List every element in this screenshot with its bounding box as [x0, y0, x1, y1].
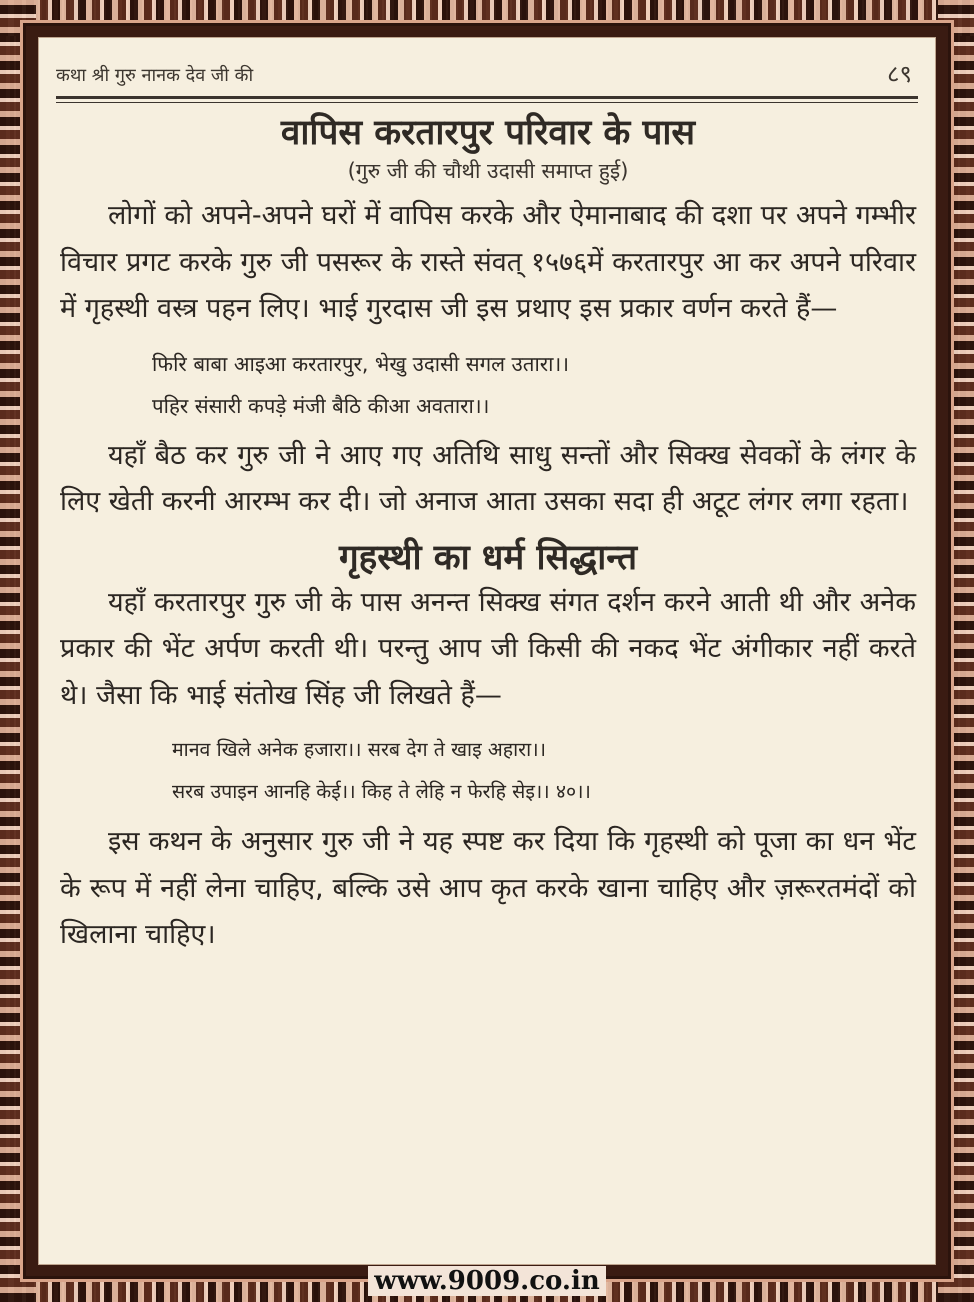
paragraph: यहाँ बैठ कर गुरु जी ने आए गए अतिथि साधु सन्तों और सिक्ख सेवकों के लंगर के लिए खेती करनी आरम्भ कर दी। जो अनाज आता उसका सदा ही अटूट लंगर लगा रहता। [60, 439, 916, 517]
book-page [38, 37, 936, 1265]
verse-line: फिरि बाबा आइआ करतारपुर, भेखु उदासी सगल उतारा।। [152, 351, 570, 376]
header-rule [56, 96, 918, 99]
page-header [56, 55, 918, 99]
header-rule-thin [56, 102, 918, 103]
paragraph: लोगों को अपने-अपने घरों में वापिस करके और ऐमानाबाद की दशा पर अपने गम्भीर विचार प्रगट करके गुरु जी पसरूर के रास्ते संवत् १५७६में करतारपुर आ कर अपने परिवार में गृहस्थी वस्त्र पहन लिए। भाई गुरदास जी इस प्रथाए इस प्रकार वर्णन करते हैं— [60, 200, 916, 324]
verse-line: मानव खिले अनेक हजारा।। सरब देग ते खाइ अहारा।। [172, 738, 546, 761]
page-number: ८९ [887, 60, 912, 88]
paragraph: यहाँ करतारपुर गुरु जी के पास अनन्त सिक्ख संगत दर्शन करने आती थी और अनेक प्रकार की भेंट अर्पण करती थी। परन्तु आप जी किसी की नकद भेंट अंगीकार नहीं करते थे। जैसा कि भाई संतोख सिंह जी लिखते हैं— [60, 586, 916, 711]
website-url: www.9009.co.in [368, 1266, 606, 1296]
running-head: कथा श्री गुरु नानक देव जी की [56, 65, 254, 86]
section-subtitle: (गुरु जी की चौथी उदासी समाप्त हुई) [347, 159, 629, 183]
section-title: वापिस करतारपुर परिवार के पास [280, 113, 696, 153]
verse-block [172, 729, 916, 813]
section-title: गृहस्थी का धर्म सिद्धान्त [338, 537, 638, 578]
verse-line: पहिर संसारी कपड़े मंजी बैठि कीआ अवतारा।। [152, 393, 490, 418]
website-watermark [0, 1266, 974, 1296]
page-content [60, 111, 916, 959]
verse-line: सरब उपाइन आनहि केई।। किह ते लेहि न फेरहि सेइ।। ४०।। [172, 780, 591, 803]
paragraph: इस कथन के अनुसार गुरु जी ने यह स्पष्ट कर दिया कि गृहस्थी को पूजा का धन भेंट के रूप में नहीं लेना चाहिए, बल्कि उसे आप कृत करके खाना चाहिए और ज़रूरतमंदों को खिलाना चाहिए। [60, 826, 916, 950]
verse-block [152, 343, 916, 427]
